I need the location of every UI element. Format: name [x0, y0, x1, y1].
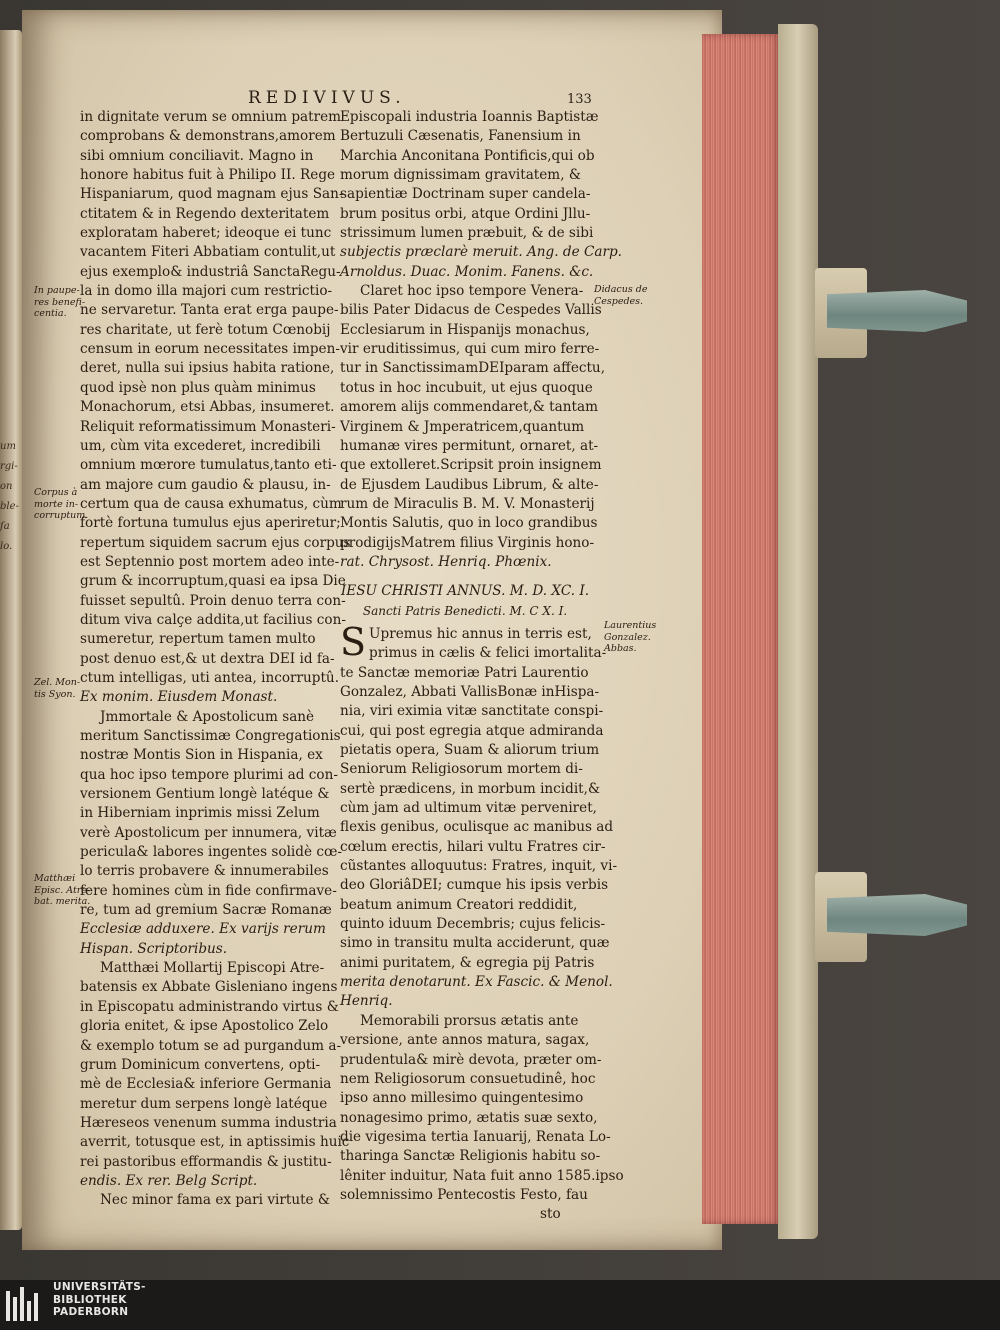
text-line: sibi omnium conciliavit. Magno in [80, 147, 314, 164]
margin-note-laurentius [604, 620, 656, 655]
text-line: Gonzalez, Abbati VallisBonæ inHispa- [340, 683, 600, 700]
clasp-bottom [815, 872, 975, 962]
text-line: grum Dominicum convertens, opti- [80, 1056, 321, 1073]
text-line: Marchia Anconitana Pontificis,qui ob [340, 147, 595, 164]
fragment-line: ble- [0, 501, 19, 512]
text-line: simo in transitu multa acciderunt, quæ [340, 935, 610, 952]
page-number: 133 [567, 92, 592, 107]
margin-note-montis-syon [34, 677, 80, 700]
text-line: Ecclesiarum in Hispanijs monachus, [340, 321, 590, 338]
margin-note-line: tis Syon. [34, 688, 76, 700]
text-line: prodigijsMatrem filius Virginis hono- [340, 534, 595, 551]
fragment-line: ſa [0, 521, 10, 532]
page-fore-edge [702, 34, 780, 1224]
clasp-plate [827, 290, 967, 332]
clasp-plate [827, 894, 967, 936]
text-line: lêniter induitur, Nata fuit anno 1585.ipso [340, 1167, 624, 1184]
text-line: de Ejusdem Laudibus Librum, & alte- [340, 476, 599, 493]
text-line: sapientiæ Doctrinam super candela- [340, 186, 591, 203]
margin-note-corpus [34, 487, 88, 522]
text-line: vacantem Fiteri Abbatiam contulit,ut [80, 244, 336, 261]
text-line: Montis Salutis, quo in loco grandibus [340, 515, 598, 532]
running-head: REDIVIVUS. [248, 88, 406, 108]
text-line: Sancti Patris Benedicti. M. C X. I. [362, 603, 568, 618]
text-line: merita denotarunt. Ex Fascic. & Menol. [340, 974, 613, 991]
text-line: subjectis præclarè meruit. Ang. de Carp. [340, 244, 622, 261]
text-line: Hispan. Scriptoribus. [80, 940, 228, 957]
text-line: exploratam haberet; ideoque ei tunc [80, 225, 332, 242]
text-line: quod ipsè non plus quàm minimus [80, 379, 316, 396]
text-line: am majore cum gaudio & plausu, in- [80, 476, 331, 493]
clasp-top [815, 268, 975, 358]
text-line: brum positus orbi, atque Ordini Jllu- [340, 205, 591, 222]
text-line: vir eruditissimus, qui cum miro ferre- [340, 341, 600, 358]
text-line: pietatis opera, Suam & aliorum trium [340, 742, 600, 758]
text-line: cũstantes alloquutus: Fratres, inquit, vi- [340, 858, 618, 875]
margin-note-in-paupe [34, 285, 85, 320]
text-line: que extolleret.Scripsit proin insignem [340, 457, 602, 474]
text-line: versione, ante annos matura, sagax, [340, 1032, 590, 1049]
text-line: die vigesima tertia Ianuarij, Renata Lo- [340, 1128, 611, 1145]
text-line: qua hoc ipso tempore plurimi ad con- [80, 766, 338, 783]
text-line: Matthæi Mollartij Episcopi Atre- [100, 960, 325, 977]
fragment-line: lo. [0, 541, 13, 552]
text-line: Bertuzuli Cæsenatis, Fanensium in [340, 128, 581, 145]
text-line: res charitate, ut ferè totum Cœnobij [80, 321, 331, 338]
margin-note-line: Gonzalez. [604, 631, 651, 643]
text-line: Ex monim. Eiusdem Monast. [80, 689, 278, 706]
text-line: ipso anno millesimo quingentesimo [340, 1090, 584, 1107]
text-line: solemnissimo Pentecostis Festo, fau [340, 1186, 588, 1203]
text-line: animi puritatem, & egregia pij Patris [340, 954, 595, 971]
text-line: nostræ Montis Sion in Hispania, ex [80, 747, 323, 764]
text-line: ctitatem & in Regendo dexteritatem [80, 205, 330, 222]
previous-page-text-fragments [0, 440, 19, 560]
margin-note-didacus [594, 284, 647, 307]
margin-note-line: Abbas. [604, 643, 637, 654]
fragment-line: rgi- [0, 461, 18, 472]
margin-note-line: Cespedes. [594, 295, 644, 307]
footer-bar [0, 1280, 1000, 1330]
text-line: Monachorum, etsi Abbas, insumeret. [80, 399, 335, 416]
text-line: in Hiberniam inprimis missi Zelum [80, 805, 320, 822]
library-logo-text [53, 1281, 146, 1319]
text-line: sumeretur, repertum tamen multo [80, 631, 316, 648]
text-line: prudentula& mirè devota, præter om- [340, 1051, 602, 1068]
text-line: Hispaniarum, quod magnam ejus San- [80, 186, 344, 203]
text-line: meretur dum serpens longè latéque [80, 1095, 328, 1112]
text-line: deo GloriâDEI; cumque his ipsis verbis [340, 877, 609, 894]
text-line: fuisset sepultû. Proin denuo terra con- [80, 592, 346, 609]
text-line: tharinga Sanctæ Religionis habitu so- [340, 1148, 601, 1165]
text-line: Memorabili prorsus ætatis ante [360, 1012, 579, 1029]
text-line: strissimum lumen præbuit, & de sibi [340, 225, 594, 242]
text-line: grum & incorruptum,quasi ea ipsa Die [80, 573, 346, 590]
logo-line: PADERBORN [53, 1306, 129, 1318]
text-line: la in domo illa majori cum restrictio- [80, 283, 333, 300]
text-line: post denuo est,& ut dextra DEI id fa- [80, 650, 335, 667]
text-line: Arnoldus. Duac. Monim. Fanens. &c. [340, 263, 594, 280]
fragment-line: on [0, 481, 13, 492]
text-line: S Upremus hic annus in terris est, [340, 619, 592, 664]
text-line: versionem Gentium longè latéque & [80, 786, 330, 803]
text-line: ditum viva calçe addita,ut facilius con- [80, 611, 346, 628]
text-line: omnium mœrore tumulatus,tanto eti- [80, 457, 337, 474]
text-line: ctum intelligas, uti antea, incorruptû. [80, 669, 340, 686]
text-line: gloria enitet, & ipse Apostolico Zelo [80, 1018, 329, 1035]
margin-note-line: corruptum. [34, 510, 89, 521]
text-line: humanæ vires permitunt, ornaret, at- [340, 437, 599, 454]
text-line: re, tum ad gremium Sacræ Romanæ [80, 902, 332, 919]
text-line: pericula& labores ingentes solidè cœ- [80, 844, 342, 861]
text-line: beatum animum Creatori reddidit, [340, 896, 578, 913]
margin-note-line: morte in- [34, 498, 79, 510]
drop-cap: S [340, 619, 367, 664]
margin-note-line: In paupe- [34, 285, 80, 296]
text-line: ne servaretur. Tanta erat erga paupe- [80, 302, 339, 319]
text-line: fortè fortuna tumulus ejus aperiretur; [80, 515, 341, 532]
margin-note-line: Laurentius [604, 620, 657, 631]
text-line: flexis genibus, oculisque ac manibus ad [340, 819, 614, 836]
text-line: totus in hoc incubuit, ut ejus quoque [340, 379, 593, 396]
text-line: est Septennio post mortem adeo inte- [80, 553, 340, 570]
text-line: Virginem & Jmperatricem,quantum [340, 418, 585, 435]
margin-note-line: Episc. Atre- [34, 884, 91, 896]
text-line: endis. Ex rer. Belg Script. [80, 1172, 258, 1189]
margin-note-line: Zel. Mon- [34, 677, 81, 688]
text-line: Hæreseos venenum summa industria [80, 1114, 337, 1131]
text-line: batensis ex Abbate Gisleniano ingens [80, 979, 338, 996]
previous-page-edge [0, 30, 22, 1230]
text-line: quinto iduum Decembris; cujus felicis- [340, 916, 606, 933]
margin-note-line: Corpus à [34, 487, 78, 498]
text-line: Henriq. [340, 993, 393, 1010]
text-line: cui, qui post egregia atque admiranda [340, 722, 604, 739]
text-line: nem Religiosorum consuetudinê, hoc [340, 1070, 596, 1087]
text-line: censum in eorum necessitates impen- [80, 341, 340, 358]
text-line: comprobans & demonstrans,amorem [80, 128, 336, 145]
logo-line: UNIVERSITÄTS- [53, 1281, 146, 1293]
text-line: Claret hoc ipso tempore Venera- [360, 283, 584, 300]
text-line: um, cùm vita excederet, incredibili [80, 437, 321, 454]
text-line: primus in cælis & felici imortalita- [369, 645, 607, 662]
margin-note-line: Matthæi [34, 873, 76, 884]
text-line: fere homines cùm in fide confirmave- [80, 882, 337, 899]
text-line: Ecclesiæ adduxere. Ex varijs rerum [80, 921, 326, 938]
text-line: honore habitus fuit à Philipo II. Rege [80, 167, 336, 184]
text-line: cùm jam ad ultimum vitæ perveniret, [340, 800, 597, 817]
text-line: in Episcopatu administrando virtus & [80, 998, 339, 1015]
text-line: amorem alijs commendaret,& tantam [340, 399, 598, 416]
text-line: deret, nulla sui ipsius habita ratione, [80, 360, 335, 377]
text-line: ejus exemplo& industriâ SanctaRegu- [80, 263, 341, 280]
text-line: in dignitate verum se omnium patrem [80, 109, 342, 125]
margin-note-line: centia. [34, 308, 67, 319]
text-line: repertum siquidem sacrum ejus corpus [80, 534, 351, 551]
text-line: cœlum erectis, hilari vultu Fratres cir- [340, 838, 606, 855]
text-line: bilis Pater Didacus de Cespedes Vallis [340, 302, 602, 319]
text-line: nia, viri eximia vitæ sanctitate conspi- [340, 703, 604, 720]
text-line: sto [540, 1206, 561, 1223]
text-line: sertè prædicens, in morbum incidit,& [340, 780, 601, 797]
binding-edge [778, 24, 818, 1239]
text-line: tur in SanctissimamDEIparam affectu, [340, 360, 606, 377]
text-line: nonagesimo primo, ætatis suæ sexto, [340, 1109, 598, 1126]
margin-note-line: Didacus de [594, 284, 648, 295]
margin-note-matthaei [34, 873, 90, 908]
text-line: rum de Miraculis B. M. V. Monasterij [340, 495, 595, 512]
logo-line: BIBLIOTHEK [53, 1293, 127, 1306]
left-text-column [80, 108, 351, 1211]
text-line: te Sanctæ memoriæ Patri Laurentio [340, 664, 589, 681]
text-line: Seniorum Religiosorum mortem di- [340, 761, 583, 778]
margin-note-line: res benefi- [34, 296, 86, 308]
text-line: IESU CHRISTI ANNUS. M. D. XC. I. [340, 583, 590, 600]
text-line: verè Apostolicum per innumera, vitæ [80, 824, 337, 841]
text-line: Episcopali industria Ioannis Baptistæ [340, 109, 599, 125]
text-line: Jmmortale & Apostolicum sanè [100, 708, 315, 725]
text-line: lo terris probavere & innumerabiles [80, 863, 329, 880]
margin-note-line: bat. merita. [34, 896, 91, 907]
text-line: certum qua de causa exhumatus, cùm [80, 495, 342, 512]
text-line: morum dignissimam gravitatem, & [340, 167, 581, 184]
text-line: & exemplo totum se ad purgandum a- [80, 1037, 342, 1054]
text-line: mè de Ecclesia& inferiore Germania [80, 1076, 332, 1093]
text-line: averrit, totusque est, in aptissimis huic [80, 1134, 350, 1151]
text-line: rat. Chrysost. Henriq. Phœnix. [340, 553, 552, 570]
text-line: Reliquit reformatissimum Monasteri- [80, 418, 336, 435]
text-line: rei pastoribus efformandis & justitu- [80, 1153, 332, 1170]
text-line: meritum Sanctissimæ Congregationis [80, 728, 341, 744]
fragment-line: um [0, 441, 16, 452]
text-line: Nec minor fama ex pari virtute & [100, 1192, 330, 1209]
library-logo-icon [4, 1283, 48, 1327]
